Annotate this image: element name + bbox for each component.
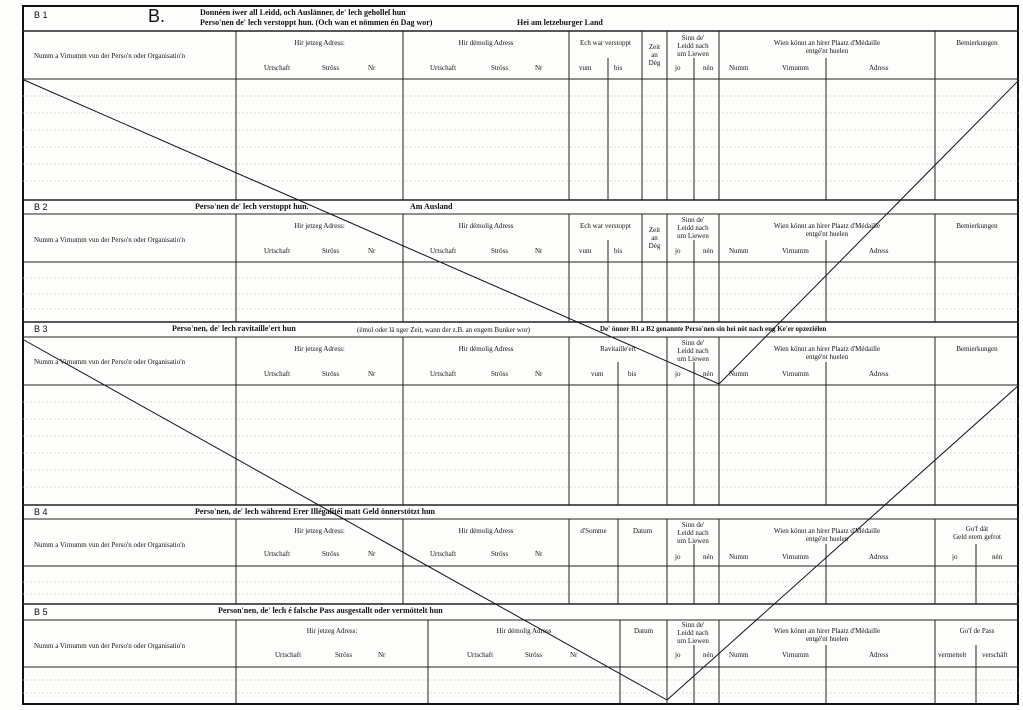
col-medal-1: Wien könnt an hirer Plaatz d'Médaille [773, 39, 881, 47]
col-alive-1: Sinn de' [681, 339, 705, 347]
col-urtschaft: Urtschaft [275, 651, 302, 659]
col-adress: Adress [869, 64, 889, 72]
col-medal-1: Wien könnt an hirer Plaatz d'Médaille [773, 222, 881, 230]
col-hidden: Ech war verstoppt [580, 39, 631, 47]
col-deg: Dég [648, 59, 661, 67]
col-urtschaft: Urtschaft [264, 370, 291, 378]
col-ravitaille: Ravitaille'ert [600, 345, 636, 353]
col-medal-1: Wien könnt an hirer Plaatz d'Médaille [773, 527, 881, 535]
col-virnumm: Virnumm [782, 651, 809, 659]
col-old-address: Hir démolig Adress [458, 222, 514, 230]
col-passport: Go'f de Pass [959, 627, 995, 635]
col-stross: Ströss [491, 550, 509, 558]
col-numm: Numm [729, 651, 749, 659]
col-alive-2: Leidd nach [677, 347, 709, 355]
col-vum: vum [591, 370, 604, 378]
section-title-b1-line2: Perso'nen de' lech verstoppt hun. (Och wan et nömmen én Dag wor) [200, 18, 433, 27]
col-stross: Ströss [335, 651, 353, 659]
col-remarks: Bemierkungen [956, 345, 998, 353]
col-zeit: Zeit [648, 226, 661, 234]
col-an: an [651, 234, 658, 242]
col-datum: Datum [633, 627, 654, 635]
section-title-b2: Perso'nen de' lech verstoppt hun. [195, 202, 309, 211]
col-current-address: Hir jetzeg Adress: [306, 627, 358, 635]
form-section-letter: B. [148, 6, 166, 26]
col-alive-1: Sinn de' [681, 216, 705, 224]
col-zeit: Zeit [648, 43, 661, 51]
col-medal-1: Wien könnt an hirer Plaatz d'Médaille [773, 345, 881, 353]
col-current-address: Hir jetzeg Adress: [294, 222, 345, 230]
col-vermettelt: vermettelt [938, 651, 967, 659]
col-bis: bis [614, 64, 623, 72]
section-place-b2: Am Ausland [410, 202, 453, 211]
col-alive-2: Leidd nach [677, 529, 709, 537]
col-jo: jo [675, 64, 681, 72]
col-numm: Numm [729, 247, 749, 255]
cancel-strokes [24, 80, 1019, 700]
col-medal-2: entgé'nt huelen [805, 635, 849, 643]
section-note-b3: (émol oder lä nger Zeit, wann der z.B. an engem Bunker wor) [357, 326, 530, 334]
col-nen: nén [703, 370, 714, 378]
col-alive-3: um Liewen [677, 537, 709, 545]
col-adress: Adress [869, 370, 889, 378]
section-code-b2: B 2 [34, 202, 48, 212]
col-remarks: Bemierkungen [956, 39, 998, 47]
col-jo: jo [675, 553, 681, 561]
col-adress: Adress [869, 553, 889, 561]
col-remarks: Bemierkungen [956, 222, 998, 230]
col-stross: Ströss [491, 370, 509, 378]
col-urtschaft: Urtschaft [264, 247, 291, 255]
col-medal-2: entgé'nt huelen [805, 47, 849, 55]
col-jo: jo [675, 651, 681, 659]
col-urtschaft: Urtschaft [430, 550, 457, 558]
col-stross: Ströss [525, 651, 543, 659]
col-nr: Nr [378, 651, 386, 659]
col-name: Numm a Virnumm vun der Perso'n oder Organisatio'n [34, 642, 185, 650]
col-nr: Nr [535, 550, 543, 558]
col-an: an [651, 51, 658, 59]
col-current-address: Hir jetzeg Adress: [294, 527, 345, 535]
col-alive-3: um Liewen [677, 637, 709, 645]
col-vum: vum [579, 247, 592, 255]
col-money-returned-2: Geld erem gefrot [953, 533, 1001, 541]
col-nr: Nr [570, 651, 578, 659]
col-stross: Ströss [491, 64, 509, 72]
col-nen: nén [703, 64, 714, 72]
col-alive-3: um Liewen [677, 232, 709, 240]
col-old-address: Hir démolig Adress [458, 39, 514, 47]
col-virnumm: Virnumm [782, 247, 809, 255]
col-stross: Ströss [322, 64, 340, 72]
col-numm: Numm [729, 370, 749, 378]
section-title-b3: Perso'nen, de' lech ravitaille'ert hun [172, 324, 296, 333]
col-medal-2: entgé'nt huelen [805, 535, 849, 543]
section-title-b1-line1: Donnéen iwer all Leidd, och Auslänner, de' lech geholleſ hun [200, 8, 406, 17]
col-name: Numm a Virnumm vun der Perso'n oder Organisatio'n [34, 358, 185, 366]
col-jo: jo [952, 553, 958, 561]
col-bis: bis [614, 247, 623, 255]
col-urtschaft: Urtschaft [430, 370, 457, 378]
col-nr: Nr [535, 247, 543, 255]
col-urtschaft: Urtschaft [264, 64, 291, 72]
col-alive-2: Leidd nach [677, 629, 709, 637]
col-alive-3: um Liewen [677, 50, 709, 58]
col-verschaft: verschäft [982, 651, 1008, 659]
col-deg: Dég [648, 242, 661, 250]
col-name: Numm a Virnumm vun der Perso'n oder Organisatio'n [34, 52, 185, 60]
section-code-b4: B 4 [34, 507, 48, 517]
col-stross: Ströss [322, 550, 340, 558]
col-alive-1: Sinn de' [681, 621, 705, 629]
col-alive-3: um Liewen [677, 355, 709, 363]
col-name: Numm a Virnumm vun der Perso'n oder Organisatio'n [34, 236, 185, 244]
col-nen: nén [992, 553, 1003, 561]
col-medal-2: entgé'nt huelen [805, 230, 849, 238]
col-virnumm: Virnumm [782, 553, 809, 561]
col-nr: Nr [368, 247, 376, 255]
col-jo: jo [675, 247, 681, 255]
section-title-b5: Person'nen, de' lech é falsche Pass ausgestallt oder vermöttelt hun [218, 606, 443, 615]
col-stross: Ströss [322, 370, 340, 378]
col-nr: Nr [535, 64, 543, 72]
col-nen: nén [703, 247, 714, 255]
col-alive-2: Leidd nach [677, 224, 709, 232]
col-virnumm: Virnumm [782, 370, 809, 378]
col-old-address: Hir démolig Adress [458, 345, 514, 353]
col-name: Numm a Virnumm vun der Perso'n oder Organisatio'n [34, 541, 185, 549]
section-code-b3: B 3 [34, 324, 48, 334]
col-nen: nén [703, 553, 714, 561]
col-alive-1: Sinn de' [681, 521, 705, 529]
col-urtschaft: Urtschaft [430, 247, 457, 255]
col-stross: Ströss [491, 247, 509, 255]
col-nr: Nr [535, 370, 543, 378]
col-alive-2: Leidd nach [677, 42, 709, 50]
col-old-address: Hir démolig Adress [458, 527, 514, 535]
col-datum: Datum [632, 527, 653, 535]
col-numm: Numm [729, 553, 749, 561]
col-medal-1: Wien könnt an hirer Plaatz d'Médaille [773, 627, 881, 635]
section-note2-b3: De' önner B1 a B2 genannte Perso'nen sin hei nöt nach eng Ke'er opzeziélen [600, 325, 827, 333]
col-adress: Adress [869, 651, 889, 659]
section-code-b1: B 1 [34, 10, 48, 20]
col-nr: Nr [368, 550, 376, 558]
col-nr: Nr [368, 370, 376, 378]
col-somme: d'Somme [580, 527, 607, 535]
col-urtschaft: Urtschaft [430, 64, 457, 72]
section-title-b4: Perso'nen, de' lech während Erer Illégalitéi matt Geld önnerstötzt hun [195, 507, 435, 516]
col-virnumm: Virnumm [782, 64, 809, 72]
col-nen: nén [703, 651, 714, 659]
col-jo: jo [675, 370, 681, 378]
col-numm: Numm [729, 64, 749, 72]
section-code-b5: B 5 [34, 607, 48, 617]
col-current-address: Hir jetzeg Adress: [294, 345, 345, 353]
col-hidden: Ech war verstoppt [580, 222, 631, 230]
col-current-address: Hir jetzeg Adress: [294, 39, 345, 47]
col-alive-1: Sinn de' [681, 34, 705, 42]
col-vum: vum [579, 64, 592, 72]
section-place-b1: Hei am letzeburger Land [517, 18, 603, 27]
col-adress: Adress [869, 247, 889, 255]
col-old-address: Hir démolig Adress [496, 627, 552, 635]
col-nr: Nr [368, 64, 376, 72]
col-medal-2: entgé'nt huelen [805, 353, 849, 361]
col-stross: Ströss [322, 247, 340, 255]
col-urtschaft: Urtschaft [264, 550, 291, 558]
col-money-returned-1: Go'f dät [965, 525, 989, 533]
col-urtschaft: Urtschaft [467, 651, 494, 659]
col-bis: bis [628, 370, 637, 378]
